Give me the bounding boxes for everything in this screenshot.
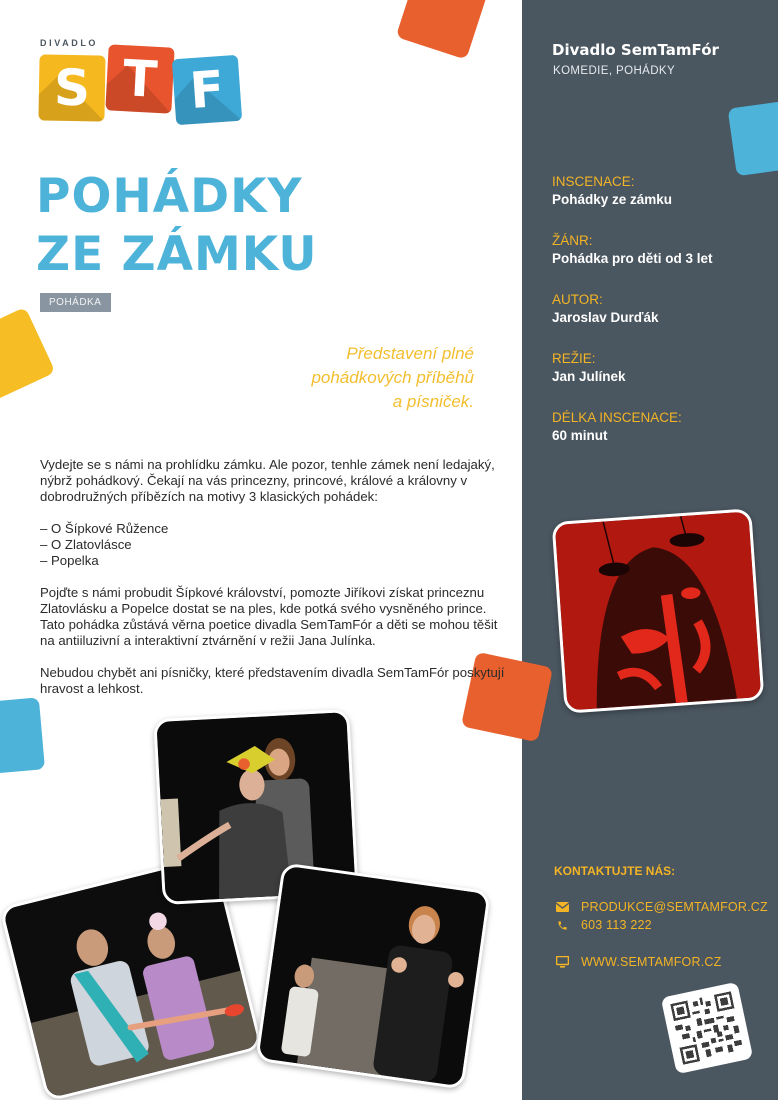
envelope-icon — [555, 901, 569, 913]
info-genre: ŽÁNR: Pohádka pro děti od 3 let — [552, 233, 713, 266]
logo-tile-f: F — [172, 55, 242, 125]
title-line-2: ZE ZÁMKU — [36, 227, 318, 282]
qr-code[interactable] — [661, 982, 754, 1075]
decor-orange-square-top — [396, 0, 489, 60]
info-director: REŽIE: Jan Julínek — [552, 351, 626, 384]
production-info — [552, 173, 752, 468]
page-title — [36, 168, 318, 284]
logo-tile-t: T — [105, 44, 174, 113]
paragraph-3: Nebudou chybět ani písničky, které představením divadla SemTamFór poskytují hravost a lehkost. — [40, 665, 505, 696]
decor-yellow-square-left — [0, 307, 56, 405]
website-link[interactable]: WWW.SEMTAMFOR.CZ — [581, 955, 722, 969]
email-link[interactable]: PRODUKCE@SEMTAMFOR.CZ — [581, 900, 768, 914]
org-subtitle: KOMEDIE, POHÁDKY — [553, 65, 676, 77]
phone-icon — [555, 919, 569, 931]
contact-phone[interactable] — [555, 918, 652, 932]
decor-blue-square-right — [728, 100, 778, 177]
description — [40, 457, 510, 713]
stf-logo — [38, 38, 248, 133]
fairytale-list — [40, 521, 510, 569]
contact-web[interactable] — [555, 955, 721, 969]
title-line-1: POHÁDKY — [36, 169, 303, 224]
org-name: Divadlo SemTamFór — [552, 41, 719, 59]
list-item: – O Šípkové Růžence — [40, 521, 169, 536]
tagline: Představení plné pohádkových příběhů a písniček. — [311, 344, 474, 411]
paragraph-2: Pojďte s námi probudit Šípkové království, pomozte Jiříkovi získat princeznu Zlatovlásku a Popelce dostat se na ples, kde potká svého vysněného prince. Tato pohádka zůstává věrna poetice divadla SemTamFór a děti se mohou těšit na antiiluzivní a interaktivní ztvárnění v režii Jana Julínka. — [40, 585, 498, 648]
info-duration: DÉLKA INSCENACE: 60 minut — [552, 410, 682, 443]
logo-label: DIVADLO — [40, 38, 99, 48]
info-author: AUTOR: Jaroslav Durďák — [552, 292, 659, 325]
monitor-icon — [555, 956, 569, 968]
logo-tile-s: S — [38, 54, 105, 121]
list-item: – Popelka — [40, 553, 99, 568]
contact-email[interactable] — [555, 900, 768, 914]
contact-title: KONTAKTUJTE NÁS: — [554, 864, 676, 878]
decor-blue-square-left — [0, 697, 45, 774]
info-production: INSCENACE: Pohádky ze zámku — [552, 174, 673, 207]
photo-shadow-puppet — [552, 508, 765, 713]
phone-number[interactable]: 603 113 222 — [581, 918, 652, 932]
photo-actress-smiling — [255, 862, 491, 1089]
intro-paragraph: Vydejte se s námi na prohlídku zámku. Ale pozor, tenhle zámek není ledajaký, nýbrž pohádkový. Čekají na vás princezny, princové, králové a královny v dobrodružných příbězích na motivy 3 klasických pohádek: — [40, 457, 495, 504]
genre-badge: POHÁDKA — [40, 293, 111, 312]
list-item: – O Zlatovlásce — [40, 537, 132, 552]
